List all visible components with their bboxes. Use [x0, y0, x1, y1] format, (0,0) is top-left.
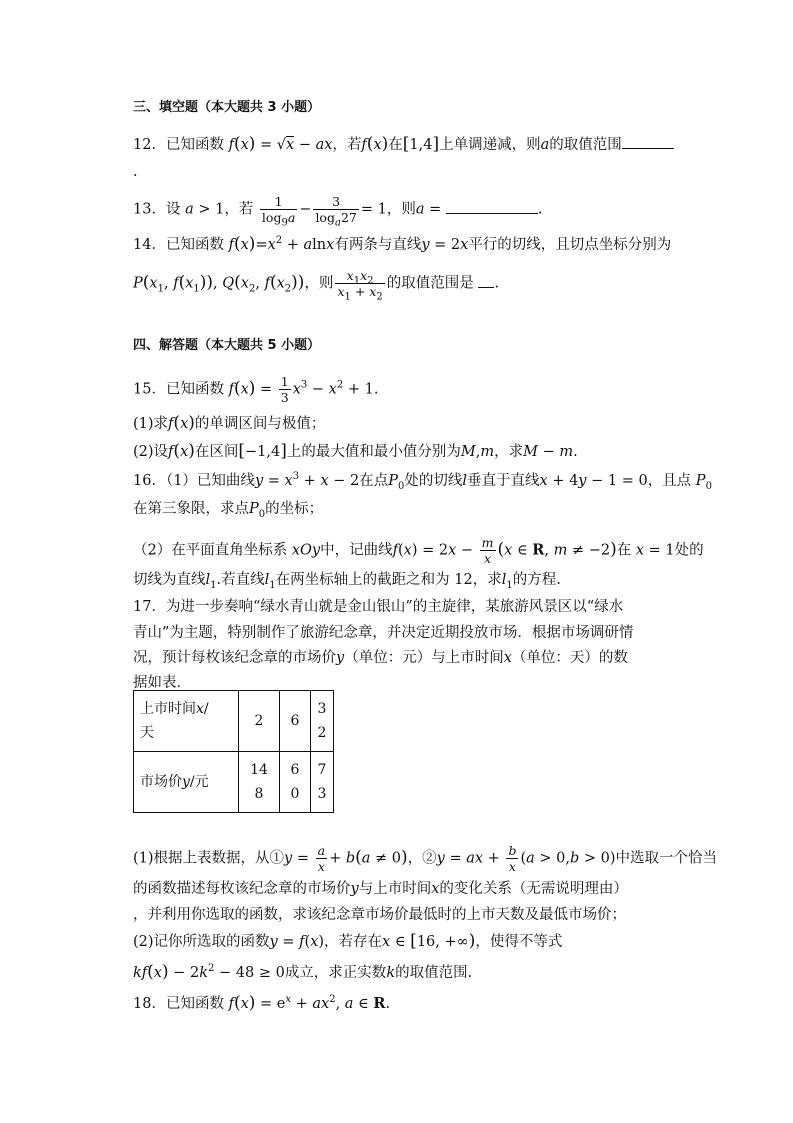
- q17-text: 为进一步奏响“绿水青山就是金山银山”的主旋律，某旅游风景区以“绿水: [165, 599, 624, 615]
- table-label: /: [203, 701, 209, 717]
- table-cell: [280, 691, 311, 752]
- table-label: 市场价: [140, 774, 182, 790]
- q16-text: （1）已知曲线: [165, 473, 255, 489]
- section-solve-heading: 四、解答题（本大题共 5 小题）: [133, 338, 321, 353]
- question-16-line2: 在第三象限，求点$P_0$的坐标；: [133, 501, 324, 520]
- cell-value: 2: [317, 725, 327, 741]
- question-14: 14．已知函数 $f(x)=x^2 + alnx$有两条与直线y = 2x平行的切线，且切点坐标分别为: [133, 234, 672, 254]
- q13-number: 13．: [133, 201, 166, 218]
- q13-text: ，则: [386, 201, 416, 218]
- table-cell: [311, 752, 334, 813]
- table-label: 上市时间: [140, 701, 196, 717]
- cell-value: 6: [290, 713, 300, 729]
- q12-text: ，若: [332, 137, 362, 153]
- table-label: 天: [140, 725, 154, 741]
- q17-part1-line3: ，并利用你选取的函数，求该纪念章市场价最低时的上市天数及最低市场价；: [133, 907, 626, 923]
- table-row: [134, 691, 334, 752]
- q17-part2-line2: $kf(x) - 2k^2 - 48 \ge 0$成立，求正实数k的取值范围.: [133, 962, 473, 982]
- cell-value: 14: [250, 762, 268, 778]
- q12-text: 上单调递减，则: [439, 137, 541, 153]
- q17-part1: (1)根据上表数据，从①y = $\frac{a}{x}$ + b(a ≠ 0)，②y = ax + $\frac{b}{x}$ (a > 0,b > 0)中选取一个恰当: [133, 843, 718, 874]
- q15-text: 上的最大值和最小值分别为: [286, 444, 461, 460]
- q16-text: 处的切线: [404, 473, 463, 489]
- q16-text: 处的: [674, 542, 704, 559]
- q14-text: ，则: [304, 275, 334, 292]
- section-fill-blank-heading: 三、填空题（本大题共 3 小题）: [133, 100, 321, 115]
- q14-text: .: [494, 275, 499, 292]
- q14-fraction: $\frac{x_1x_2}{x_1 + x_2}$: [337, 268, 383, 303]
- q14-answer-blank: [478, 273, 494, 288]
- q17-text: ，使得不等式: [475, 934, 563, 950]
- q17-part1-line2: 的函数描述每枚该纪念章的市场价y与上市时间x的变化关系（无需说明理由）: [133, 881, 628, 897]
- question-17: [133, 597, 623, 617]
- q15-fraction: $\frac{1}{3}$: [280, 374, 289, 405]
- question-15: 15．已知函数 f(x) = $\frac{1}{3}$ $x^3 - x^2 + 1$.: [133, 374, 379, 405]
- q15-number: 15．: [133, 381, 166, 398]
- q12-text: 的取值范围: [549, 137, 622, 153]
- q16-text: 的坐标；: [265, 501, 324, 517]
- table-row-header: 市场价y/元: [134, 752, 239, 813]
- q17-text: 成立，求正实数: [284, 965, 387, 981]
- q17-fraction-2: $\frac{b}{x}$: [508, 843, 517, 874]
- q17-text: （单位：元）与上市时间: [344, 650, 504, 666]
- q13-text: .: [537, 201, 543, 218]
- q16-text: .若直线: [216, 572, 265, 588]
- table-row-header: 上市时间x/ 天: [134, 691, 239, 752]
- q16-text: 在两坐标轴上的截距之和为 12，求: [275, 572, 502, 588]
- q17-text: 的变化关系（无需说明理由）: [439, 881, 628, 897]
- q16-text: ，且点: [647, 473, 692, 489]
- q16-number: 16．: [133, 473, 166, 489]
- table-cell: [280, 752, 311, 813]
- question-15-part1: (1)求f(x)的单调区间与极值；: [133, 413, 326, 433]
- question-12: 12．已知函数 f(x) = √x − ax，若f(x)在[1,4]上单调递减，则a的取值范围: [133, 134, 674, 155]
- q17-text: 况，预计每枚该纪念章的市场价: [133, 650, 336, 666]
- question-18: 18．已知函数 $f(x) = e^x + ax^2$, a ∈ R.: [133, 993, 391, 1013]
- q12-answer-blank: [622, 134, 674, 149]
- q17-text: 的函数描述每枚该纪念章的市场价: [133, 881, 351, 897]
- table-cell: [239, 691, 280, 752]
- q15-text: (2)设: [133, 444, 169, 460]
- q17-text: 中选取一个恰当: [615, 850, 718, 867]
- cell-value: 0: [290, 786, 300, 802]
- q15-text: .: [573, 444, 578, 460]
- table-cell: [239, 752, 280, 813]
- q17-line2: 青山”为主题，特别制作了旅游纪念章，并决定近期投放市场．根据市场调研情: [133, 625, 634, 641]
- cell-value: 3: [317, 701, 327, 717]
- q17-text: (2)记你所选取的函数: [133, 934, 270, 950]
- question-16-part2: （2）在平面直角坐标系 xOy中，记曲线f(x) = 2x − $\frac{m}{x}$ (x ∈ R, m ≠ −2)在 x = 1处的: [133, 535, 704, 566]
- q12-text: 已知函数: [165, 137, 224, 153]
- q13-text: 设: [165, 201, 181, 218]
- q16-text: 切线为直线: [133, 572, 206, 588]
- q15-text: .: [373, 381, 379, 398]
- q13-text: ，若: [224, 201, 254, 218]
- q16-text: 中，记曲线: [320, 542, 393, 559]
- q15-text: 的单调区间与极值；: [194, 416, 326, 432]
- q17-number: 17．: [133, 599, 166, 615]
- cell-value: 6: [290, 762, 300, 778]
- q18-number: 18．: [133, 996, 166, 1012]
- q17-line3: 况，预计每枚该纪念章的市场价y（单位：元）与上市时间x（单位：天）的数: [133, 650, 628, 666]
- q17-text: 的取值范围.: [395, 965, 473, 981]
- cell-value: 2: [254, 713, 264, 729]
- question-15-part2: (2)设f(x)在区间[−1,4]上的最大值和最小值分别为M,m，求M − m.: [133, 441, 578, 461]
- q16-text: 垂直于直线: [467, 473, 540, 489]
- market-price-table: [133, 690, 334, 813]
- q14-text: 的取值范围是: [386, 275, 474, 292]
- q17-text: （单位：天）的数: [511, 650, 628, 666]
- q17-text: ，②: [407, 850, 437, 867]
- q17-text: 与上市时间: [358, 881, 432, 897]
- q16-text: （2）在平面直角坐标系: [133, 542, 288, 559]
- q17-line4: 据如表．: [133, 675, 191, 691]
- question-14-line2: $P(x_1$, $f(x_1)$), $Q(x_2$, $f(x_2)$)，则 $\frac{x_1x_2}{x_1 + x_2}$ 的取值范围是 .: [133, 268, 499, 303]
- q16-text: 在点: [359, 473, 389, 489]
- q15-text: 已知函数: [165, 381, 224, 398]
- question-16-line4: 切线为直线$l_1$.若直线$l_1$在两坐标轴上的截距之和为 12，求$l_1$的方程.: [133, 572, 561, 591]
- q17-part2: (2)记你所选取的函数y = f(x)，若存在x ∈ [16, +∞)，使得不等式: [133, 931, 563, 951]
- q13-fraction-1: $\frac{1}{\log_9a}$: [261, 194, 296, 229]
- table-label: /元: [189, 774, 209, 790]
- q16-fraction: $\frac{m}{x}$: [481, 535, 494, 566]
- q15-text: (1)求: [133, 416, 169, 432]
- q18-text: 已知函数: [165, 996, 224, 1012]
- q14-number: 14．: [133, 237, 166, 253]
- q12-period: .: [133, 164, 138, 180]
- question-16: 16．（1）已知曲线$y = x^3 + x - 2$在点$P_0$处的切线l垂直于直线x + 4y − 1 = 0，且点 $P_0$: [133, 471, 712, 492]
- q14-text: 平行的切线，且切点坐标分别为: [468, 237, 672, 253]
- q15-text: 在区间: [194, 444, 239, 460]
- q18-text: .: [385, 996, 391, 1012]
- q12-text: 在: [388, 137, 403, 153]
- question-13: 13．设 a > 1，若 $\frac{1}{\log_9a}$ − $\frac{3}{\log_a27}$ = 1，则a = .: [133, 194, 543, 229]
- q14-text: 有两条与直线: [334, 237, 422, 253]
- table-cell: [311, 691, 334, 752]
- q17-text: ，若存在: [324, 934, 383, 950]
- q13-answer-blank: [446, 199, 538, 214]
- q12-func: f: [228, 137, 234, 153]
- q14-text: 已知函数: [165, 237, 224, 253]
- cell-value: 8: [254, 786, 264, 802]
- cell-value: 7: [317, 762, 327, 778]
- q17-fraction-1: $\frac{a}{x}$: [317, 843, 326, 874]
- q17-text: (1)根据上表数据，从①: [133, 850, 285, 867]
- q16-text: 在第三象限，求点: [133, 501, 249, 517]
- table-row: [134, 752, 334, 813]
- q15-text: ，求: [494, 444, 524, 460]
- q16-text: 在: [616, 542, 632, 559]
- q12-number: 12．: [133, 137, 166, 153]
- q16-text: 的方程.: [512, 572, 561, 588]
- cell-value: 3: [317, 786, 327, 802]
- q13-fraction-2: $\frac{3}{\log_a27}$: [315, 194, 357, 229]
